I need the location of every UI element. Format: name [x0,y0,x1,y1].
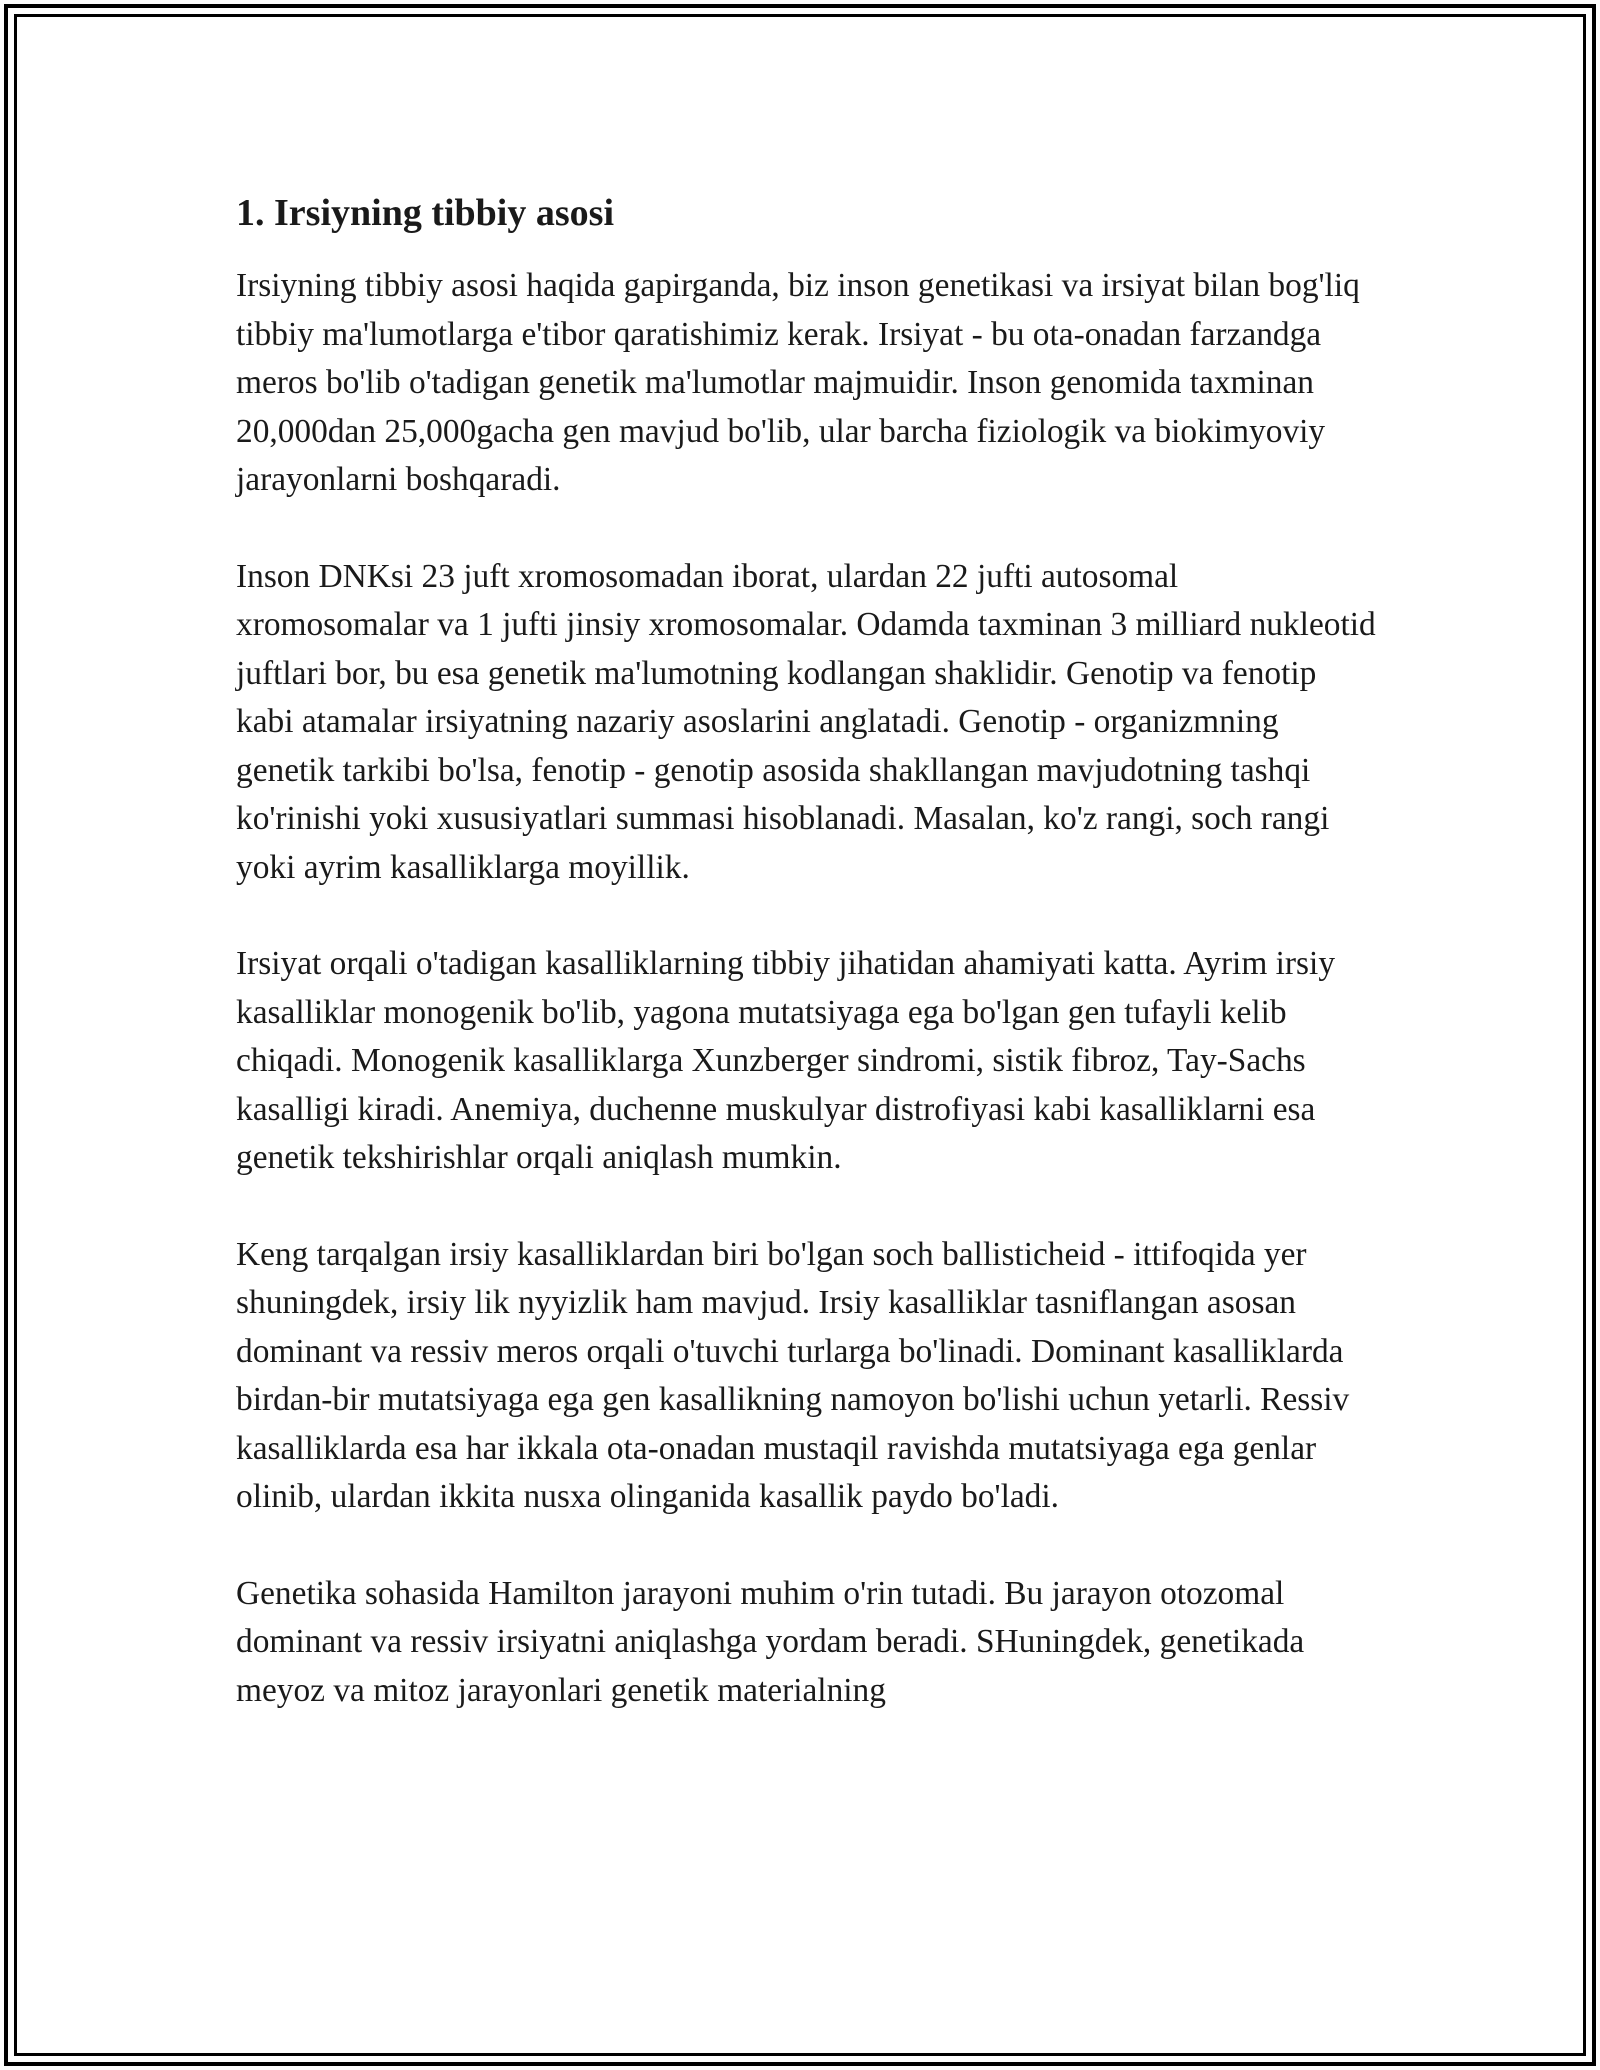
section-heading: 1. Irsiyning tibbiy asosi [236,192,614,234]
paragraph-4: Keng tarqalgan irsiy kasalliklardan biri bo'lgan soch ballisticheid - ittifoqida yer shuningdek, irsiy lik nyyizlik ham mavjud. Irsiy kasalliklar tasniflangan asosan dominant va ressiv meros orqali o'tuvchi turlarga bo'linadi. Dominant kasalliklarda birdan-bir mutatsiyaga ega gen kasallikning namoyon bo'lishi uchun yetarli. Ressiv kasalliklarda esa har ikkala ota-onadan mustaqil ravishda mutatsiyaga ega genlar olinib, ulardan ikkita nusxa olinganida kasallik paydo bo'ladi. [236,1235,1350,1515]
paragraph-1: Irsiyning tibbiy asosi haqida gapirganda, biz inson genetikasi va irsiyat bilan bog'liq tibbiy ma'lumotlarga e'tibor qaratishimiz kerak. Irsiyat - bu ota-onadan farzandga meros bo'lib o'tadigan genetik ma'lumotlar majmuidir. Inson genomida taxminan 20,000dan 25,000gacha gen mavjud bo'lib, ular barcha fiziologik va biokimyoviy jarayonlarni boshqaradi. [236,267,1360,498]
paragraph-2: Inson DNKsi 23 juft xromosomadan iborat, ulardan 22 jufti autosomal xromosomalar va 1 jufti jinsiy xromosomalar. Odamda taxminan 3 milliard nukleotid juftlari bor, bu esa genetik ma'lumotning kodlangan shaklidir. Genotip va fenotip kabi atamalar irsiyatning nazariy asoslarini anglatadi. Genotip - organizmning genetik tarkibi bo'lsa, fenotip - genotip asosida shakllangan mavjudotning tashqi ko'rinishi yoki xususiyatlari summasi hisoblanadi. Masalan, ko'z rangi, soch rangi yoki ayrim kasalliklarga moyillik. [236,557,1376,886]
paragraph-5: Genetika sohasida Hamilton jarayoni muhim o'rin tutadi. Bu jarayon otozomal dominant va ressiv irsiyatni aniqlashga yordam beradi. SHuningdek, genetikada meyoz va mitoz jarayonlari genetik materialning [236,1574,1305,1709]
document-body [236,186,1376,1715]
paragraph-3: Irsiyat orqali o'tadigan kasalliklarning tibbiy jihatidan ahamiyati katta. Ayrim irsiy kasalliklar monogenik bo'lib, yagona mutatsiyaga ega bo'lgan gen tufayli kelib chiqadi. Monogenik kasalliklarga Xunzberger sindromi, sistik fibroz, Tay-Sachs kasalligi kiradi. Anemiya, duchenne muskulyar distrofiyasi kabi kasalliklarni esa genetik tekshirishlar orqali aniqlash mumkin. [236,945,1336,1176]
